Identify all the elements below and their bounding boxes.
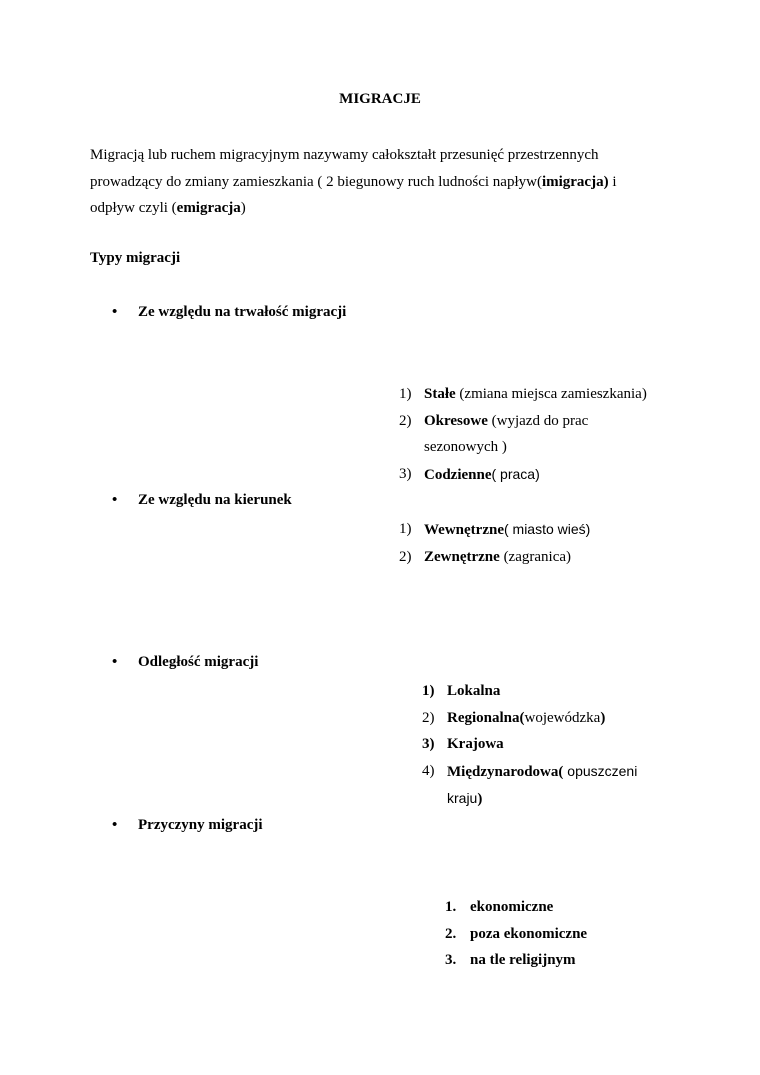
list-item: [422, 731, 637, 758]
section-heading: Typy migracji: [90, 250, 181, 266]
list-kierunek: [399, 516, 590, 570]
item-text: opuszczeni: [563, 762, 638, 779]
bullet-dot-icon: •: [112, 304, 118, 320]
list-number: 2): [399, 548, 412, 565]
list-number: 1.: [445, 899, 457, 915]
list-item: [445, 894, 587, 921]
bullet-dot-icon: •: [112, 817, 118, 833]
bullet-label: Ze względu na trwałość migracji: [138, 304, 347, 320]
bullet-item: [112, 492, 292, 509]
item-text: ( miasto wieś): [503, 521, 591, 537]
bullet-label: Przyczyny migracji: [138, 817, 263, 833]
list-item: [399, 516, 590, 544]
item-text: wojewódzka: [524, 709, 601, 726]
list-number: 4): [422, 762, 435, 779]
item-label: ekonomiczne: [470, 899, 554, 915]
item-label: poza ekonomiczne: [470, 925, 588, 942]
list-number: 1): [399, 386, 412, 402]
list-item: [445, 921, 587, 948]
list-number: 3): [399, 465, 412, 482]
list-item: [445, 947, 587, 974]
bullet-item: [112, 304, 346, 321]
bullet-dot-icon: •: [112, 654, 118, 670]
list-odleglosc: [422, 678, 637, 813]
list-number: 3.: [445, 952, 457, 968]
intro-text-2: i odpływ czyli (: [90, 173, 617, 216]
item-text: (zmiana miejsca zamieszkania): [455, 386, 647, 402]
item-bold: Okresowe: [424, 412, 488, 429]
item-close: ): [600, 709, 606, 726]
item-text-continued: kraju: [447, 790, 478, 806]
list-item: [422, 678, 637, 705]
list-trwalosc: [399, 381, 647, 488]
item-text: (wyjazd do prac: [487, 412, 589, 429]
bullet-dot-icon: •: [112, 492, 118, 508]
list-przyczyny: [445, 894, 587, 974]
list-item: [422, 758, 637, 813]
item-bold: Stałe: [424, 386, 456, 402]
intro-text-3: ): [240, 200, 246, 216]
bullet-item: [112, 654, 258, 671]
item-text: ( praca): [491, 465, 540, 482]
list-number: 2): [422, 709, 435, 726]
item-bold: Krajowa: [447, 736, 504, 752]
bullet-label: Odległość migracji: [138, 654, 259, 670]
item-text-continued: sezonowych ): [424, 439, 507, 455]
intro-emigracja: emigracja: [176, 200, 241, 216]
item-bold: Regionalna(: [447, 709, 525, 726]
list-item: [399, 408, 647, 461]
list-item: [422, 705, 637, 732]
item-bold: Lokalna: [447, 683, 501, 699]
intro-paragraph: [90, 142, 650, 222]
list-number: 2): [399, 412, 412, 429]
list-number: 3): [422, 736, 435, 752]
intro-text-1: Migracją lub ruchem migracyjnym nazywamy całokształt przesunięć przestrzennych prowadzący do zmiany zamieszkania ( 2 biegunowy ruch ludności napływ(: [90, 147, 599, 190]
item-bold: Wewnętrzne: [424, 522, 504, 538]
bullet-label: Ze względu na kierunek: [138, 492, 292, 508]
list-number: 2.: [445, 925, 457, 942]
item-bold: Zewnętrzne: [424, 548, 500, 565]
item-bold: Codzienne: [424, 466, 492, 483]
document-title: MIGRACJE: [339, 91, 421, 107]
bullet-item: [112, 817, 263, 834]
item-close: ): [477, 791, 483, 807]
item-text: (zagranica): [499, 548, 572, 565]
item-bold: Międzynarodowa(: [447, 763, 564, 780]
list-number: 1): [422, 683, 435, 699]
list-item: [399, 544, 590, 571]
item-label: na tle religijnym: [470, 952, 576, 968]
list-number: 1): [399, 521, 412, 537]
list-item: [399, 461, 647, 489]
intro-imigracja: imigracja): [541, 173, 609, 190]
list-item: [399, 381, 647, 408]
